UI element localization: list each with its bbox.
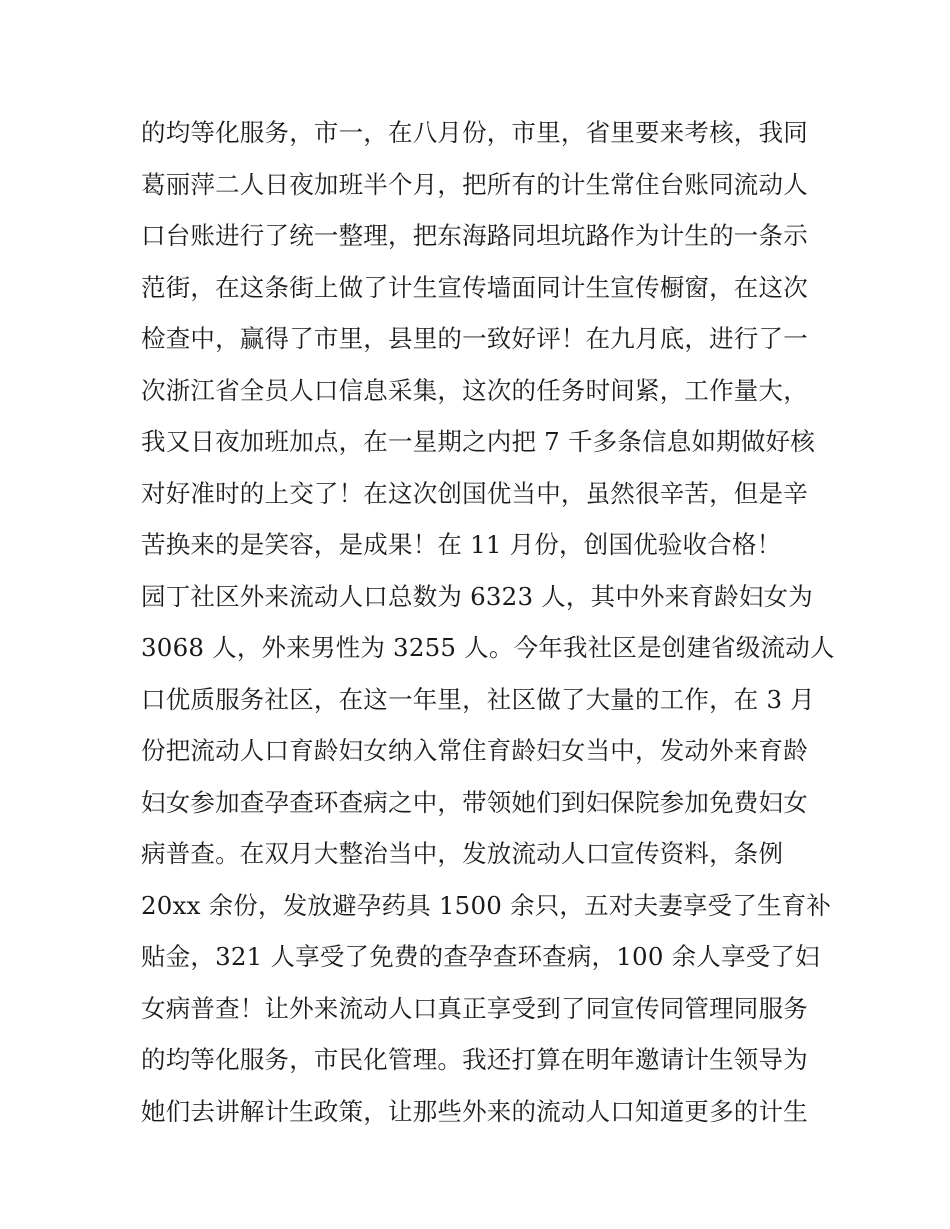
text-line: 的均等化服务，市民化管理。我还打算在明年邀请计生领导为 [141, 1045, 808, 1074]
text-line: 葛丽萍二人日夜加班半个月，把所有的计生常住台账同流动人 [141, 169, 808, 199]
text-line: 妇女参加查孕查环查病之中，带领她们到妇保院参加免费妇女 [141, 787, 808, 817]
text-line: 3068 人，外来男性为 3255 人。今年我社区是创建省级流动人 [141, 633, 835, 662]
text-line: 我又日夜加班加点，在一星期之内把 7 千多条信息如期做好核 [141, 427, 815, 456]
text-line: 病普查。在双月大整治当中，发放流动人口宣传资料，条例 [141, 839, 784, 868]
text-line: 园丁社区外来流动人口总数为 6323 人，其中外来育龄妇女为 [141, 581, 813, 611]
text-line: 的均等化服务，市一，在八月份，市里，省里要来考核，我同 [141, 118, 808, 147]
text-line: 份把流动人口育龄妇女纳入常住育龄妇女当中，发动外来育龄 [141, 736, 808, 765]
body-text [141, 107, 835, 1137]
text-line: 范街，在这条街上做了计生宣传墙面同计生宣传橱窗，在这次 [141, 272, 808, 302]
text-line: 苦换来的是笑容，是成果！在 11 月份，创国优验收合格！ [141, 530, 782, 559]
text-line: 口优质服务社区，在这一年里，社区做了大量的工作，在 3 月 [141, 684, 815, 714]
text-line: 检查中，赢得了市里，县里的一致好评！在九月底，进行了一 [141, 324, 808, 353]
text-line: 她们去讲解计生政策，让那些外来的流动人口知道更多的计生 [141, 1096, 808, 1126]
text-line: 次浙江省全员人口信息采集，这次的任务时间紧，工作量大， [141, 375, 808, 405]
text-line: 贴金，321 人享受了免费的查孕查环查病，100 余人享受了妇 [141, 942, 820, 971]
text-line: 女病普查！让外来流动人口真正享受到了同宣传同管理同服务 [141, 993, 808, 1023]
text-line: 口台账进行了统一整理，把东海路同坦坑路作为计生的一条示 [141, 221, 808, 250]
text-line: 对好准时的上交了！在这次创国优当中，虽然很辛苦，但是辛 [141, 478, 808, 508]
text-line: 20xx 余份，发放避孕药具 1500 余只，五对夫妻享受了生育补 [141, 890, 832, 920]
